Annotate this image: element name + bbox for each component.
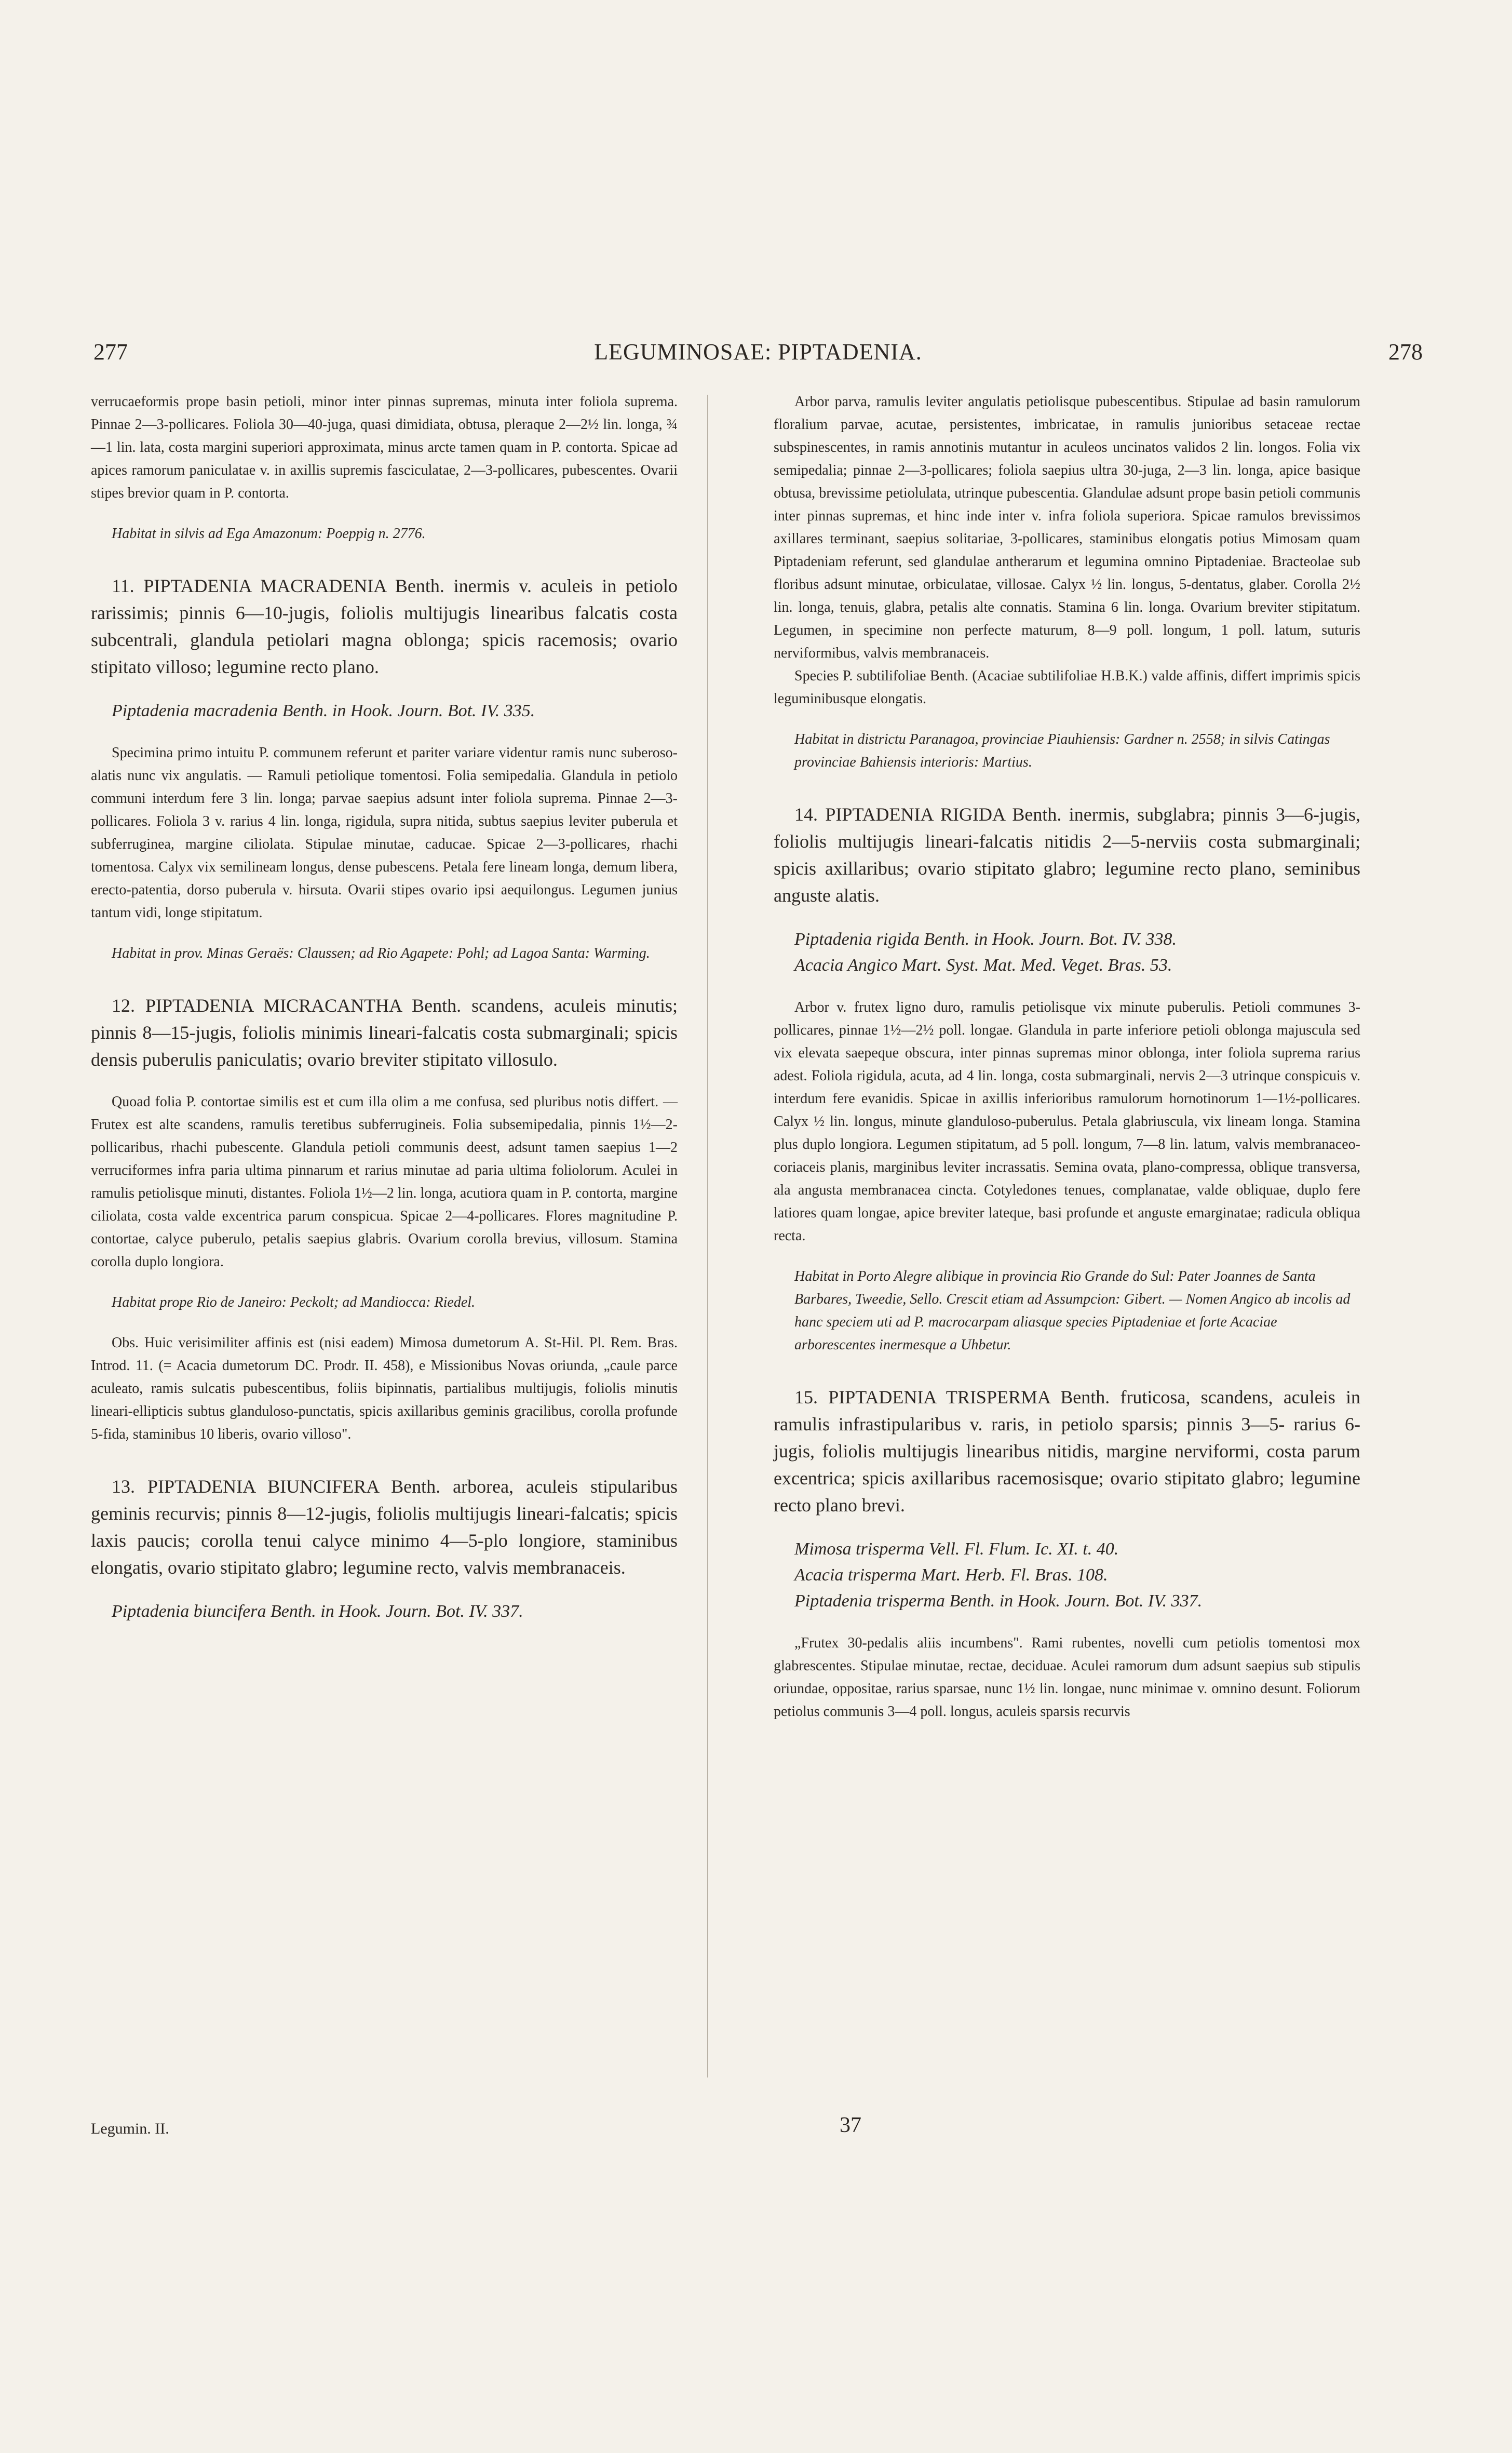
species-11-habitat: Habitat in prov. Minas Geraës: Claussen; ad Rio Agapete: Pohl; ad Lagoa Santa: Warming. [112, 945, 650, 961]
species-14-description: Arbor v. frutex ligno duro, ramulis petiolisque vix minute puberulis. Petioli communes 3-pollicares, pinnae 1½—2½ poll. longae. Glandula in parte inferiore petioli oblonga majuscula sed vix elevata saepeque obscura, inter pinnas supremas minor oblonga, inter foliola suprema rarius adest. Foliola rigidula, acuta, ad 4 lin. longa, costa submarginali, nervis 2—3 utrinque conspicuis v. interdum fere evanidis. Spicae in axillis inferioribus ramulorum hornotinorum 1—1½-pollicares. Calyx ½ lin. longus, minute glanduloso-puberulus. Petala glabriuscula, vix lineam longa. Stamina plus duplo longiora. Legumen stipitatum, ad 5 poll. longum, 7—8 lin. latum, valvis membranaceo-coriaceis planis, marginibus leviter incrassatis. Semina ovata, plano-compressa, oblique transversa, ala angusta membranacea cincta. Cotyledones tenues, complanatae, valde obliquae, duplo fere latiores quam longae, apice breviter lateque, basi profunde et anguste emarginatae; radicula obliqua recta. [774, 999, 1360, 1244]
species-12-observation: Obs. Huic verisimiliter affinis est (nisi eadem) Mimosa dumetorum A. St-Hil. Pl. Rem. Bras. Introd. 11. (= Acacia dumetorum DC. Prodr. II. 458), e Missionibus Novas oriunda, „caule parce aculeato, ramis sulcatis pubescentibus, foliis bipinnatis, partialibus multijugis, foliolis minutis lineari-ellipticis subtus glanduloso-punctatis, spicis axillaribus geminis gracilibus, corolla profunde 5-fida, staminibus 10 liberis, ovario villoso". [91, 1335, 678, 1442]
column-divider [707, 395, 708, 2077]
signature-mark: Legumin. II. [91, 2120, 169, 2137]
continued-description: verrucaeformis prope basin petioli, minor inter pinnas supremas, minuta inter foliola suprema. Pinnae 2—3-pollicares. Foliola 30—40-juga, quasi dimidiata, obtusa, pleraque 2—2½ lin. longa, ¾—1 lin. lata, costa margini superiori approximata, minus arcte tamen quam in P. contorta. Spicae ad apices ramorum paniculatae v. in axillis supremis fasciculatae, 2—3-pollicares, pubescentes. Ovarii stipes brevior quam in P. contorta. [91, 394, 678, 501]
habitat-note: Habitat in silvis ad Ega Amazonum: Poeppig n. 2776. [112, 526, 426, 542]
species-15-synonym-1: Mimosa trisperma Vell. Fl. Flum. Ic. XI. t. 40. [794, 1539, 1119, 1559]
species-14-heading: 14. PIPTADENIA RIGIDA Benth. inermis, subglabra; pinnis 3—6-jugis, foliolis multijugis lineari-falcatis nitidis 2—5-nerviis costa submarginali; spicis axillaribus; ovario stipitato glabro; legumine recto plano, seminibus anguste alatis. [774, 804, 1360, 906]
species-13-description: Arbor parva, ramulis leviter angulatis petiolisque pubescentibus. Stipulae ad basin ramulorum floralium parvae, acutae, persistentes, imbricatae, in ramulis junioribus setaceae rectae subspinescentes, in ramis annotinis mutantur in aculeos uncinatos validos 2 lin. longos. Folia vix semipedalia; pinnae 2—3-pollicares; foliola saepius ultra 30-juga, 2—3 lin. longa, apice basique obtusa, brevissime petiolulata, utrinque pubescentia. Glandulae adsunt prope basin petioli communis inter pinnas supremas, et hinc inde inter v. infra foliola superiora. Spicae ramulos brevissimos axillares terminant, saepius solitariae, 3-pollicares, staminibus elongatis potius Mimosam quam Piptadeniam referunt, sed glandulae antherarum et legumina omnino Piptadeniae. Bracteolae sub floribus adsunt minutae, orbiculatae, villosae. Calyx ½ lin. longus, 5-dentatus, glaber. Corolla 2½ lin. longa, tenuis, glabra, petalis alte connatis. Stamina 6 lin. longa. Ovarium breviter stipitatum. Legumen, in specimine non perfecte maturum, 8—9 poll. longum, 1 poll. latum, suturis nerviformibus, valvis membranaceis. [774, 394, 1360, 661]
species-11-synonym: Piptadenia macradenia Benth. in Hook. Journ. Bot. IV. 335. [112, 701, 535, 720]
species-13-synonym: Piptadenia biuncifera Benth. in Hook. Journ. Bot. IV. 337. [112, 1602, 523, 1621]
sheet-number: 37 [840, 2113, 861, 2137]
species-12-habitat: Habitat prope Rio de Janeiro: Peckolt; ad Mandiocca: Riedel. [112, 1294, 476, 1310]
right-column [774, 391, 1360, 1723]
page-number-right: 278 [1388, 339, 1423, 365]
species-12-description: Quoad folia P. contortae similis est et cum illa olim a me confusa, sed pluribus notis differt. — Frutex est alte scandens, ramulis teretibus subferrugineis. Folia subsemipedalia, pinnis 1½—2-pollicaribus, rhachi pubescente. Glandula petioli communis deest, adsunt tamen saepius 1—2 verruciformes infra paria ultima pinnarum et rarius minutae ad paria ultima foliolorum. Aculei in ramulis petiolisque minuti, distantes. Foliola 1½—2 lin. longa, acutiora quam in P. contorta, margine ciliolata, costa valde excentrica parum conspicua. Spicae 2—4-pollicares. Flores magnitudine P. contortae, calyce puberulo, petalis saepius glabris. Ovarium corolla brevius, villosum. Stamina corolla duplo longiora. [91, 1094, 678, 1270]
species-11-heading: 11. PIPTADENIA MACRADENIA Benth. inermis v. aculeis in petiolo rarissimis; pinnis 6—10-jugis, foliolis multijugis linearibus falcatis costa subcentrali, glandula petiolari magna oblonga; spicis racemosis; ovario stipitato villoso; legumine recto plano. [91, 575, 678, 677]
species-13-heading: 13. PIPTADENIA BIUNCIFERA Benth. arborea, aculeis stipularibus geminis recurvis; pinnis 8—12-jugis, foliolis multijugis lineari-falcatis; spicis laxis paucis; corolla tenui calyce minimo 4—5-plo longiore, staminibus elongatis, ovario stipitato glabro; legumine recto, valvis membranaceis. [91, 1476, 678, 1578]
page-number-left: 277 [93, 339, 128, 365]
species-14-habitat: Habitat in Porto Alegre alibique in provincia Rio Grande do Sul: Pater Joannes de Santa Barbares, Tweedie, Sello. Crescit etiam ad Assumpcion: Gibert. — Nomen Angico ab incolis ad hanc speciem uti ad P. macrocarpam aliasque species Piptadeniae et forte Acaciae arborescentes inermesque a Uhbetur. [794, 1268, 1351, 1353]
species-15-heading: 15. PIPTADENIA TRISPERMA Benth. fruticosa, scandens, aculeis in ramulis infrastipularibus v. raris, in petiolo sparsis; pinnis 3—5- rarius 6-jugis, foliolis multijugis linearibus nitidis, margine nerviformi, costa parum excentrica; spicis axillaribus racemosisque; ovario stipitato glabro; legumine recto plano brevi. [774, 1387, 1360, 1516]
species-11-description: Specimina primo intuitu P. communem referunt et pariter variare videntur ramis nunc suberoso-alatis nunc vix angulatis. — Ramuli petiolique tomentosi. Folia semipedalia. Glandula in petiolo communi interdum fere 3 lin. longa; parvae saepius adsunt inter foliola suprema. Pinnae 2—3-pollicares. Foliola 3 v. rarius 4 lin. longa, rigidula, supra nitida, subtus saepius leviter puberula et subferruginea, margine ciliolata. Stipulae minutae, caducae. Spicae 2—3-pollicares, rhachi tomentosa. Calyx vix semilineam longus, dense pubescens. Petala fere lineam longa, demum libera, erecto-patentia, dorso puberula v. hirsuta. Ovarii stipes ovario ipsi aequilongus. Legumen junius tantum vidi, longe stipitatum. [91, 745, 678, 921]
species-14-synonym-1: Piptadenia rigida Benth. in Hook. Journ. Bot. IV. 338. [794, 930, 1177, 949]
species-15-description: „Frutex 30-pedalis aliis incumbens". Rami rubentes, novelli cum petiolis tomentosi mox glabrescentes. Stipulae minutae, rectae, deciduae. Aculei ramorum dum adsunt saepius sub stipulis oriundae, oppositae, rarius sparsae, nunc 1½ lin. longae, nunc minimae v. omnino desunt. Foliorum petiolus communis 3—4 poll. longus, aculeis sparsis recurvis [774, 1635, 1360, 1720]
species-15-synonym-3: Piptadenia trisperma Benth. in Hook. Journ. Bot. IV. 337. [794, 1591, 1203, 1611]
species-13-habitat: Habitat in districtu Paranagoa, provinciae Piauhiensis: Gardner n. 2558; in silvis Catingas provinciae Bahiensis interioris: Martius. [794, 731, 1330, 770]
species-15-synonym-2: Acacia trisperma Mart. Herb. Fl. Bras. 108. [794, 1565, 1108, 1585]
species-12-heading: 12. PIPTADENIA MICRACANTHA Benth. scandens, aculeis minutis; pinnis 8—15-jugis, foliolis minimis lineari-falcatis costa submarginali; spicis densis puberulis paniculatis; ovario breviter stipitato villosulo. [91, 995, 678, 1070]
species-14-synonym-2: Acacia Angico Mart. Syst. Mat. Med. Veget. Bras. 53. [794, 956, 1172, 975]
page-header [93, 339, 1423, 370]
species-13-affinity: Species P. subtilifoliae Benth. (Acaciae subtilifoliae H.B.K.) valde affinis, differt imprimis spicis leguminibusque elongatis. [774, 668, 1360, 707]
running-title: LEGUMINOSAE: PIPTADENIA. [594, 339, 922, 365]
left-column [91, 391, 678, 1625]
